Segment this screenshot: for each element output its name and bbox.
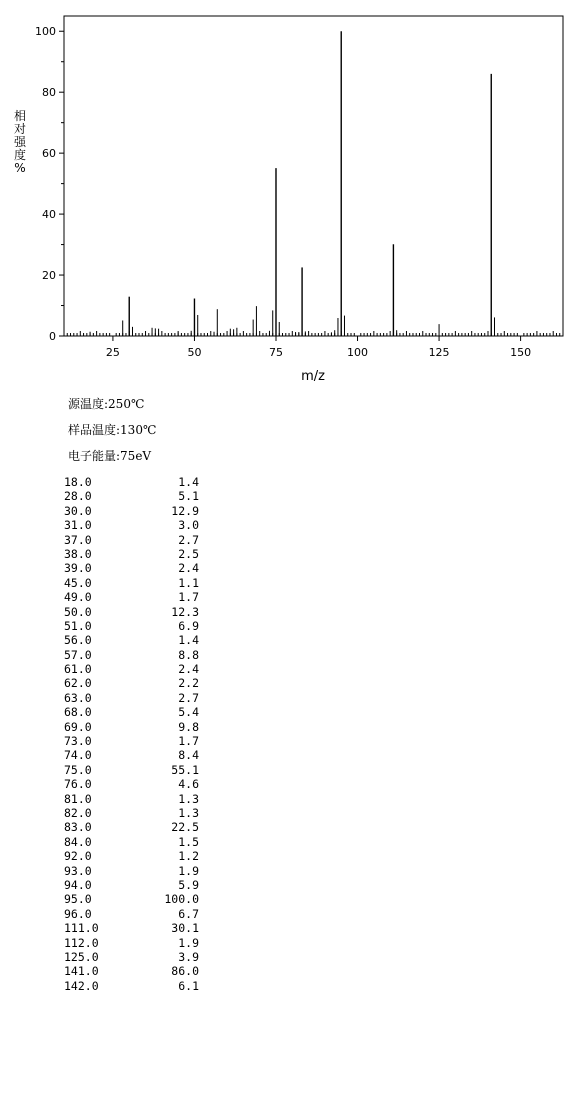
intensity-cell: 30.1 <box>171 921 199 936</box>
intensity-cell: 1.4 <box>178 475 199 489</box>
intensity-cell: 86.0 <box>171 964 199 979</box>
table-row <box>64 907 199 921</box>
intensity-cell: 8.4 <box>178 748 199 763</box>
y-label-char: 强 <box>13 135 27 149</box>
y-tick-label: 60 <box>42 147 56 161</box>
mz-cell: 111.0 <box>64 921 99 936</box>
table-row <box>64 547 199 561</box>
x-tick-label: 125 <box>428 346 450 359</box>
mz-cell: 125.0 <box>64 949 99 964</box>
mz-cell: 31.0 <box>64 518 92 533</box>
table-row <box>64 748 199 762</box>
intensity-cell: 2.4 <box>178 561 199 576</box>
table-row <box>64 763 199 777</box>
x-tick-label: 50 <box>187 346 202 359</box>
table-row <box>64 561 199 575</box>
mz-cell: 51.0 <box>64 618 92 633</box>
table-row <box>64 864 199 878</box>
table-row <box>64 777 199 791</box>
y-tick-label: 0 <box>49 330 56 343</box>
table-row <box>64 533 199 547</box>
mz-cell: 92.0 <box>64 849 92 864</box>
intensity-cell: 2.7 <box>178 532 199 547</box>
table-row <box>64 921 199 935</box>
table-row <box>64 792 199 806</box>
y-axis <box>35 25 64 343</box>
table-row <box>64 676 199 690</box>
mz-cell: 38.0 <box>64 546 92 561</box>
y-label-char: 相 <box>13 109 27 123</box>
source-temperature: 源温度:250℃ <box>68 397 145 411</box>
y-label-char: % <box>14 161 26 175</box>
intensity-cell: 6.9 <box>178 618 199 633</box>
table-row <box>64 835 199 849</box>
mz-cell: 142.0 <box>64 978 99 993</box>
x-tick-label: 150 <box>510 346 532 359</box>
mass-spectrum-chart <box>0 0 570 390</box>
electron-energy: 电子能量:75eV <box>68 449 152 463</box>
minor-ticks <box>64 331 563 336</box>
mz-cell: 96.0 <box>64 906 92 921</box>
intensity-cell: 6.1 <box>178 978 199 993</box>
intensity-cell: 2.4 <box>178 662 199 677</box>
mz-cell: 63.0 <box>64 690 92 705</box>
table-row <box>64 590 199 604</box>
intensity-cell: 5.9 <box>178 877 199 892</box>
table-row <box>64 720 199 734</box>
mz-cell: 56.0 <box>64 633 92 648</box>
intensity-cell: 5.1 <box>178 489 199 504</box>
mz-cell: 45.0 <box>64 575 92 590</box>
intensity-cell: 100.0 <box>164 892 199 907</box>
peak-series <box>90 31 494 336</box>
intensity-cell: 1.9 <box>178 935 199 950</box>
table-row <box>64 878 199 892</box>
table-row <box>64 619 199 633</box>
mz-cell: 93.0 <box>64 863 92 878</box>
table-row <box>64 705 199 719</box>
table-row <box>64 489 199 503</box>
mz-cell: 68.0 <box>64 705 92 720</box>
table-row <box>64 648 199 662</box>
intensity-cell: 12.3 <box>171 604 199 619</box>
intensity-cell: 9.8 <box>178 719 199 734</box>
x-tick-label: 100 <box>347 346 369 359</box>
intensity-cell: 1.7 <box>178 734 199 749</box>
intensity-cell: 6.7 <box>178 906 199 921</box>
intensity-cell: 3.9 <box>178 949 199 964</box>
intensity-cell: 1.9 <box>178 863 199 878</box>
mz-cell: 39.0 <box>64 561 92 576</box>
table-row <box>64 576 199 590</box>
intensity-cell: 1.4 <box>178 633 199 648</box>
table-row <box>64 734 199 748</box>
mz-cell: 95.0 <box>64 892 92 907</box>
mz-cell: 76.0 <box>64 777 92 792</box>
intensity-cell: 12.9 <box>171 503 199 518</box>
y-tick-label: 20 <box>42 269 56 283</box>
intensity-cell: 1.1 <box>178 575 199 590</box>
intensity-cell: 4.6 <box>178 777 199 792</box>
intensity-cell: 8.8 <box>178 647 199 662</box>
table-row <box>64 892 199 906</box>
table-row <box>64 964 199 978</box>
x-axis-label: m/z <box>301 369 325 384</box>
mz-cell: 57.0 <box>64 647 92 662</box>
intensity-cell: 1.7 <box>178 590 199 605</box>
table-row <box>64 820 199 834</box>
y-tick-label: 40 <box>42 208 56 222</box>
x-tick-label: 75 <box>268 346 283 359</box>
table-row <box>64 936 199 950</box>
y-axis-label <box>14 108 27 175</box>
peak-table <box>64 475 199 993</box>
intensity-cell: 1.3 <box>178 805 199 820</box>
mz-cell: 75.0 <box>64 762 92 777</box>
x-axis <box>106 336 531 359</box>
intensity-cell: 2.2 <box>178 676 199 691</box>
table-row <box>64 605 199 619</box>
table-row <box>64 633 199 647</box>
mz-cell: 81.0 <box>64 791 92 806</box>
mz-cell: 69.0 <box>64 719 92 734</box>
mz-cell: 49.0 <box>64 590 92 605</box>
intensity-cell: 1.5 <box>178 834 199 849</box>
mz-cell: 37.0 <box>64 532 92 547</box>
sample-temperature: 样品温度:130℃ <box>68 423 157 437</box>
table-row <box>64 518 199 532</box>
mz-cell: 18.0 <box>64 475 92 489</box>
intensity-cell: 5.4 <box>178 705 199 720</box>
mz-cell: 30.0 <box>64 503 92 518</box>
mz-cell: 28.0 <box>64 489 92 504</box>
intensity-cell: 3.0 <box>178 518 199 533</box>
table-row <box>64 504 199 518</box>
y-tick-label: 100 <box>35 25 56 39</box>
mz-cell: 83.0 <box>64 820 92 835</box>
intensity-cell: 2.5 <box>178 546 199 561</box>
mz-cell: 94.0 <box>64 877 92 892</box>
mz-cell: 74.0 <box>64 748 92 763</box>
intensity-cell: 1.3 <box>178 791 199 806</box>
table-row <box>64 950 199 964</box>
mz-cell: 61.0 <box>64 662 92 677</box>
mz-cell: 82.0 <box>64 805 92 820</box>
plot-frame <box>64 16 563 336</box>
intensity-cell: 1.2 <box>178 849 199 864</box>
intensity-cell: 55.1 <box>171 762 199 777</box>
table-row <box>64 849 199 863</box>
mz-cell: 62.0 <box>64 676 92 691</box>
table-row <box>64 806 199 820</box>
x-tick-label: 25 <box>105 346 120 359</box>
table-row <box>64 691 199 705</box>
mz-cell: 84.0 <box>64 834 92 849</box>
y-label-char: 对 <box>13 122 27 136</box>
mz-cell: 50.0 <box>64 604 92 619</box>
mz-cell: 141.0 <box>64 964 99 979</box>
intensity-cell: 2.7 <box>178 690 199 705</box>
mz-cell: 112.0 <box>64 935 99 950</box>
table-row <box>64 662 199 676</box>
intensity-cell: 22.5 <box>171 820 199 835</box>
table-row <box>64 475 199 489</box>
y-label-char: 度 <box>13 148 27 162</box>
table-row <box>64 979 199 993</box>
mz-cell: 73.0 <box>64 734 92 749</box>
y-tick-label: 80 <box>42 86 56 100</box>
